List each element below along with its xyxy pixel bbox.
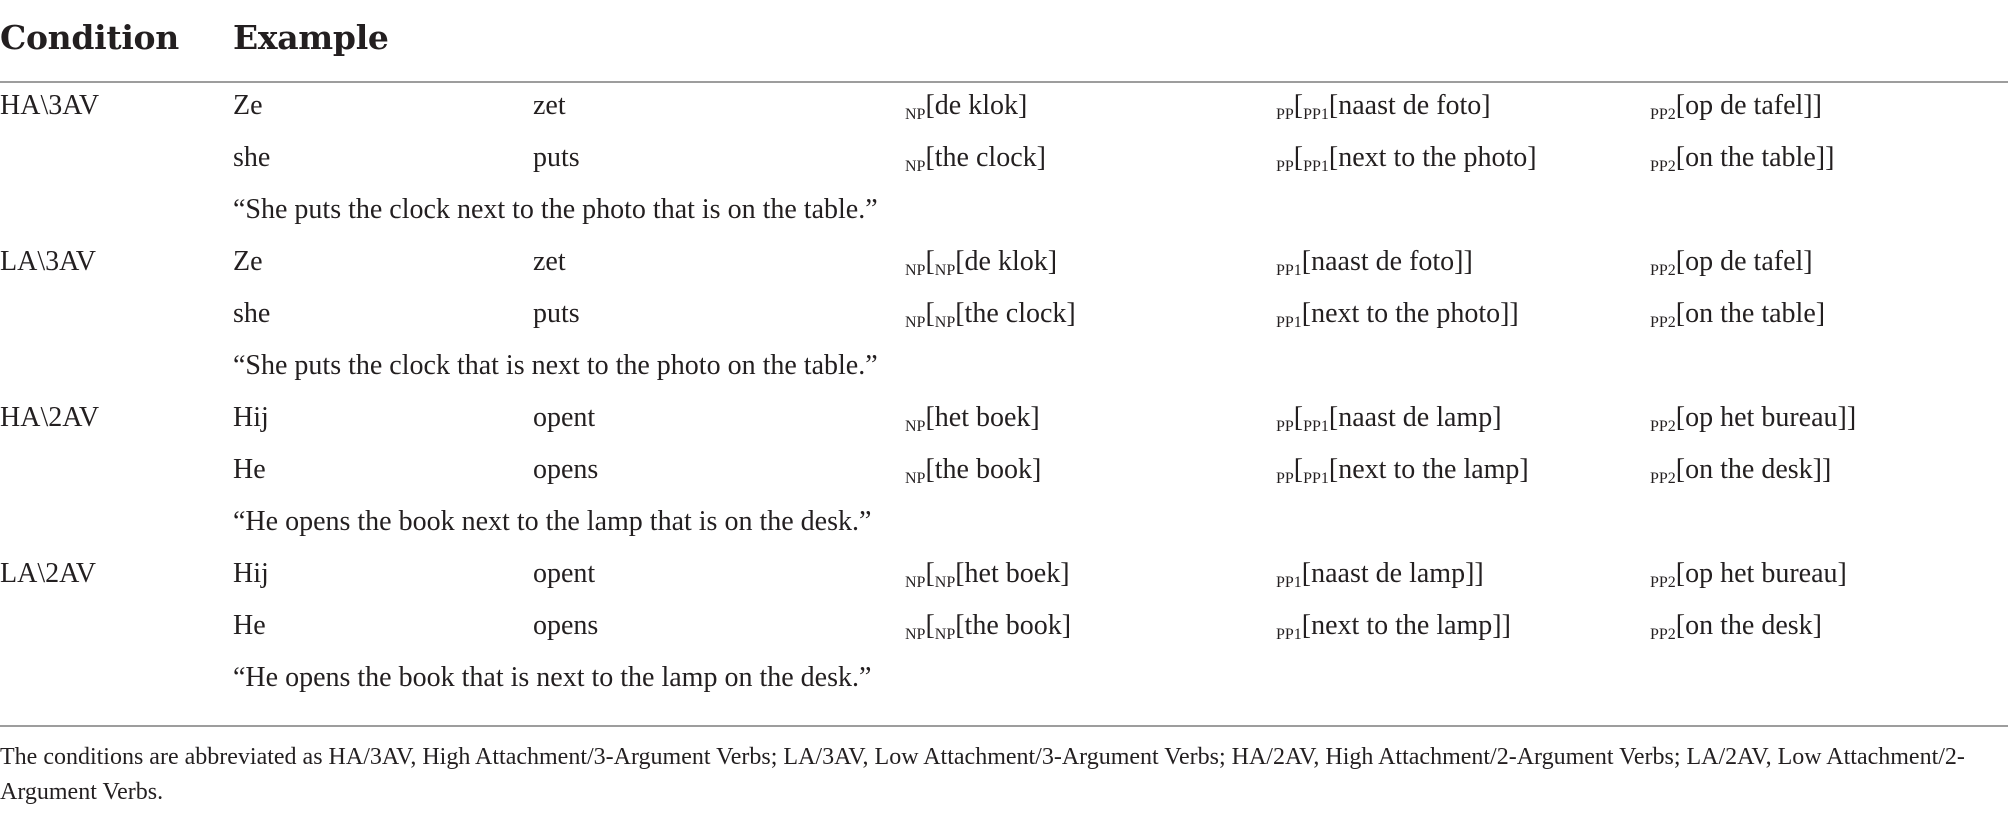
phrase-label: PP: [1276, 158, 1294, 175]
bracket: [: [925, 610, 935, 641]
bracket: [: [1293, 454, 1304, 485]
phrase-label: PP2: [1650, 158, 1676, 175]
bracket: [: [1293, 142, 1304, 173]
phrase-text: [het boek]: [955, 558, 1070, 589]
verb-cell: opens: [533, 610, 599, 641]
pp1-cell: [1276, 142, 1537, 175]
phrase-text: [naast de lamp]]: [1301, 558, 1484, 589]
phrase-text: [the clock]: [925, 142, 1046, 173]
phrase-text: [naast de foto]: [1328, 90, 1491, 121]
verb-cell: opent: [533, 402, 596, 433]
translation-cell: “She puts the clock that is next to the photo on the table.”: [233, 350, 878, 381]
phrase-label: PP2: [1650, 418, 1676, 435]
phrase-label: PP1: [1303, 470, 1329, 487]
header-rule: [0, 81, 2008, 83]
np-cell: [905, 454, 1042, 487]
phrase-text: [the clock]: [955, 298, 1076, 329]
verb-cell: zet: [533, 246, 566, 277]
subject-cell: she: [233, 142, 271, 173]
condition-cell: LA\3AV: [0, 246, 96, 277]
np-cell: [905, 142, 1046, 175]
pp2-cell: [1650, 298, 1826, 331]
np-cell: [905, 246, 1058, 279]
pp2-cell: [1650, 454, 1832, 487]
pp1-cell: [1276, 298, 1519, 331]
phrase-label: PP1: [1276, 262, 1302, 279]
np-cell: [905, 558, 1070, 591]
translation-cell: “He opens the book next to the lamp that is on the desk.”: [233, 506, 872, 537]
verb-cell: puts: [533, 298, 580, 329]
phrase-text: [on the desk]]: [1675, 454, 1832, 485]
pp2-cell: [1650, 402, 1857, 435]
pp1-cell: [1276, 402, 1502, 435]
phrase-text: [de klok]: [955, 246, 1058, 277]
phrase-label: PP1: [1303, 106, 1329, 123]
phrase-label: NP: [905, 626, 926, 643]
phrase-label: NP: [905, 314, 926, 331]
phrase-text: [op de tafel]: [1675, 246, 1813, 277]
phrase-label: NP: [905, 262, 926, 279]
phrase-text: [on the table]: [1675, 298, 1826, 329]
condition-cell: LA\2AV: [0, 558, 96, 589]
pp1-cell: [1276, 246, 1473, 279]
phrase-label: NP: [905, 158, 926, 175]
phrase-text: [het boek]: [925, 402, 1040, 433]
phrase-label: PP2: [1650, 262, 1676, 279]
phrase-label: NP: [905, 106, 926, 123]
phrase-label: PP: [1276, 418, 1294, 435]
phrase-label: PP2: [1650, 106, 1676, 123]
bottom-rule: [0, 725, 2008, 727]
verb-cell: opens: [533, 454, 599, 485]
phrase-label: PP2: [1650, 574, 1676, 591]
phrase-text: [the book]: [955, 610, 1072, 641]
phrase-label: PP1: [1276, 626, 1302, 643]
bracket: [: [925, 246, 935, 277]
table-header-example: Example: [233, 18, 389, 57]
phrase-text: [next to the lamp]: [1328, 454, 1529, 485]
subject-cell: He: [233, 454, 266, 485]
phrase-text: [naast de lamp]: [1328, 402, 1502, 433]
phrase-text: [de klok]: [925, 90, 1028, 121]
phrase-text: [on the table]]: [1675, 142, 1835, 173]
pp1-cell: [1276, 90, 1491, 123]
phrase-label: PP1: [1276, 574, 1302, 591]
translation-cell: “She puts the clock next to the photo that is on the table.”: [233, 194, 878, 225]
verb-cell: opent: [533, 558, 596, 589]
bracket: [: [925, 298, 935, 329]
phrase-text: [op de tafel]]: [1675, 90, 1822, 121]
np-cell: [905, 610, 1072, 643]
phrase-text: [the book]: [925, 454, 1042, 485]
phrase-text: [next to the lamp]]: [1301, 610, 1511, 641]
phrase-label: PP: [1276, 106, 1294, 123]
bracket: [: [1293, 402, 1304, 433]
translation-cell: “He opens the book that is next to the lamp on the desk.”: [233, 662, 872, 693]
verb-cell: zet: [533, 90, 566, 121]
phrase-text: [next to the photo]: [1328, 142, 1537, 173]
phrase-label: PP1: [1303, 158, 1329, 175]
phrase-text: [next to the photo]]: [1301, 298, 1519, 329]
subject-cell: He: [233, 610, 266, 641]
phrase-label: PP1: [1276, 314, 1302, 331]
bracket: [: [1293, 90, 1304, 121]
pp2-cell: [1650, 610, 1822, 643]
phrase-text: [naast de foto]]: [1301, 246, 1473, 277]
pp1-cell: [1276, 610, 1511, 643]
table-footnote: The conditions are abbreviated as HA/3AV, High Attachment/3-Argument Verbs; LA/3AV, Low Attachment/3-Argument Verbs; HA/2AV, High Attachment/2-Argument Verbs; LA/2AV, Low Attachment/2-Argument Verbs.: [0, 744, 1965, 805]
phrase-label: NP: [905, 574, 926, 591]
bracket: [: [925, 558, 935, 589]
pp2-cell: [1650, 142, 1835, 175]
subject-cell: she: [233, 298, 271, 329]
pp1-cell: [1276, 454, 1529, 487]
table-header-condition: Condition: [0, 18, 179, 57]
subject-cell: Hij: [233, 558, 269, 589]
np-cell: [905, 298, 1076, 331]
phrase-text: [op het bureau]: [1675, 558, 1847, 589]
condition-cell: HA\3AV: [0, 90, 100, 121]
subject-cell: Hij: [233, 402, 269, 433]
phrase-label: NP: [934, 262, 956, 279]
phrase-text: [op het bureau]]: [1675, 402, 1857, 433]
phrase-label: NP: [905, 470, 926, 487]
phrase-label: NP: [934, 574, 956, 591]
phrase-label: PP2: [1650, 470, 1676, 487]
phrase-label: NP: [905, 418, 926, 435]
phrase-label: NP: [934, 626, 956, 643]
np-cell: [905, 402, 1040, 435]
condition-cell: HA\2AV: [0, 402, 100, 433]
pp2-cell: [1650, 90, 1822, 123]
phrase-label: PP2: [1650, 626, 1676, 643]
subject-cell: Ze: [233, 246, 263, 277]
phrase-text: [on the desk]: [1675, 610, 1822, 641]
np-cell: [905, 90, 1028, 123]
pp2-cell: [1650, 558, 1847, 591]
pp2-cell: [1650, 246, 1813, 279]
phrase-label: PP1: [1303, 418, 1329, 435]
subject-cell: Ze: [233, 90, 263, 121]
verb-cell: puts: [533, 142, 580, 173]
pp1-cell: [1276, 558, 1484, 591]
phrase-label: PP: [1276, 470, 1294, 487]
phrase-label: NP: [934, 314, 956, 331]
phrase-label: PP2: [1650, 314, 1676, 331]
